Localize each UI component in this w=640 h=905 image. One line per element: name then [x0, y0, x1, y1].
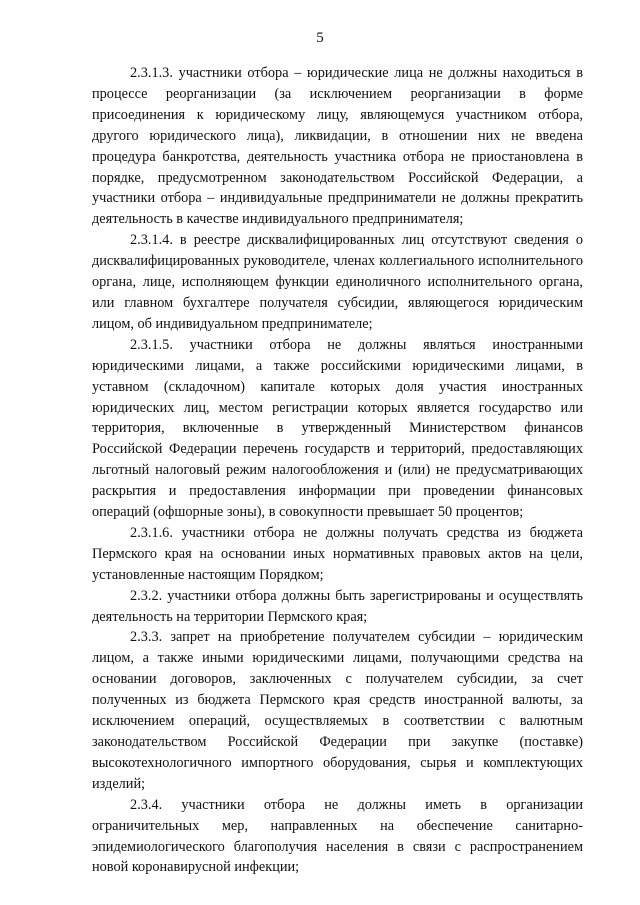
- paragraph-2-3-1-4: 2.3.1.4. в реестре дисквалифицированных лиц отсутствуют сведения о дисквалифицированных руководителе, членах коллегиального исполнительного органа, лице, исполняющем функции единоличного исполнительного органа, или главном бухгалтере получателя субсидии, являющегося юридическим лицом, об индивидуальном предпринимателе;: [92, 232, 583, 332]
- paragraph-2-3-2: 2.3.2. участники отбора должны быть зарегистрированы и осуществлять деятельность на территории Пермского края;: [92, 587, 583, 625]
- paragraph-2-3-4: 2.3.4. участники отбора не должны иметь в организации ограничительных мер, направленных на обеспечение санитарно-эпидемиологического благополучия населения в связи с распространением новой коронавирусной инфекции;: [92, 796, 583, 876]
- paragraph-2-3-3: 2.3.3. запрет на приобретение получателем субсидии – юридическим лицом, а также иными юридическими лицами, получающими средства на основании договоров, заключенных с получателем субсидии, за счет полученных из бюджета Пермского края средств иностранной валюты, за исключением операций, осуществляемых в соответствии с валютным законодательством Российской Федерации при закупке (поставке) высокотехнологичного импортного оборудования, сырья и комплектующих изделий;: [92, 629, 583, 792]
- paragraph-2-3-1-3: 2.3.1.3. участники отбора – юридические лица не должны находиться в процессе реорганизации (за исключением реорганизации в форме присоединения к юридическому лицу, являющемуся участником отбора, другого юридического лица), ликвидации, в отношении них не введена процедура банкротства, деятельность участника отбора не приостановлена в порядке, предусмотренном законодательством Российской Федерации, а участники отбора – индивидуальные предприниматели не должны прекратить деятельность в качестве индивидуального предпринимателя;: [92, 65, 583, 228]
- page-number: 5: [316, 30, 324, 46]
- paragraph-2-3-1-6: 2.3.1.6. участники отбора не должны получать средства из бюджета Пермского края на основании иных нормативных правовых актов на цели, установленные настоящим Порядком;: [92, 524, 583, 583]
- document-body: [92, 63, 583, 878]
- paragraph-2-3-1-5: 2.3.1.5. участники отбора не должны являться иностранными юридическими лицами, а также российскими юридическими лицами, в уставном (складочном) капитале которых доля участия иностранных юридических лиц, местом регистрации которых является государство или территория, включенные в утвержденный Министерством финансов Российской Федерации перечень государств и территорий, предоставляющих льготный налоговый режим налогообложения и (или) не предусматривающих раскрытия и предоставления информации при проведении финансовых операций (офшорные зоны), в совокупности превышает 50 процентов;: [92, 336, 583, 521]
